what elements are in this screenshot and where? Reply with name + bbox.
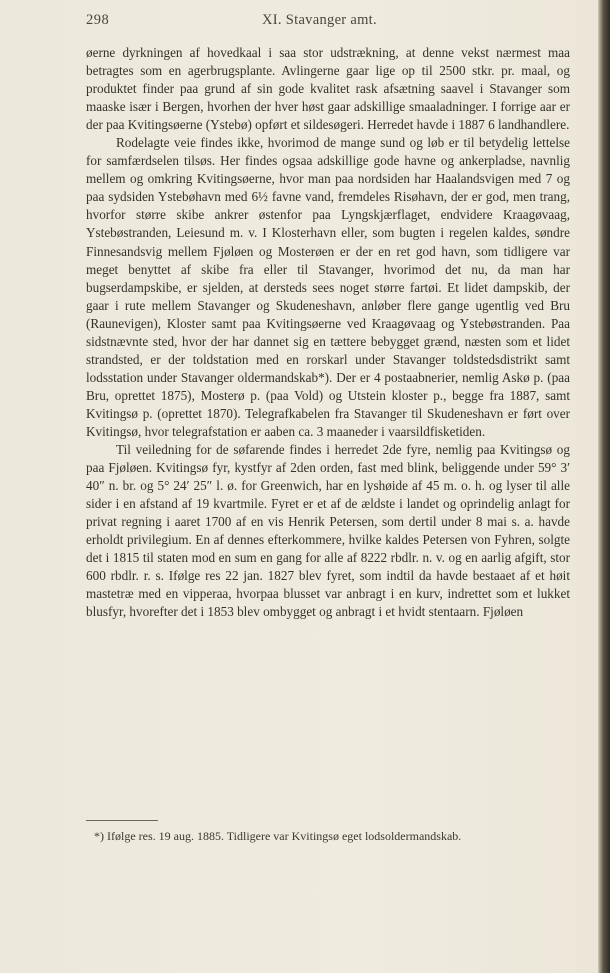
footnote-rule xyxy=(86,820,158,821)
footnote: *) Ifølge res. 19 aug. 1885. Tidligere var Kvitingsø eget lodsoldermandskab. xyxy=(94,829,462,843)
paragraph-harbours: Rodelagte veie findes ikke, hvorimod de mange sund og løb er til betydelig lettelse for samfærdselen tilsøs. Her findes ogsaa adskillige gode havne og ankerpladse, navnlig mellem og omkring Kvitingsøerne, hvor man paa nordsiden har Haalandsvigen med 7 og paa sydsiden Ystebøhavn med 6½ favne vand, fremdeles Risøhavn, der er god, men trang, hvorfor større skibe ankrer østenfor paa Lyngskjærflaget, endvidere Kraagøvaag, Ystebøstranden, Leiesund m. v. I Klosterhavn eller, som bugten i regelen kaldes, søndre Finnesandsvig mellem Fjøløen og Mosterøen er der en ret god havn, som tidligere var meget benyttet af skibe fra eller til Stavanger, hvorimod det nu, da man har bugserdampskibe, er sjelden, at dersteds sees noget større fartøi. Et lidet dampskib, der gaar i rute mellem Stavanger og Skudeneshavn, anløber flere gange ugentlig ved Bru (Raunevigen), Kloster samt paa Kvitingsøerne ved Kraagøvaag og Ystebøstranden. Paa sidstnævnte sted, hvor der har dannet sig en tættere bebygget grænd, næsten som et lidet strandsted, er der toldstation med en rorskarl under Stavanger toldstedsdistrikt samt lodsstation under Stavanger oldermandskab*). Der er 4 postaabnerier, nemlig Askø p. (paa Bru, oprettet 1875), Mosterø p. (paa Vold) og Utstein kloster p., begge fra 1887, samt Kvitingsø p. (oprettet 1870). Telegrafkabelen fra Stavanger til Skudeneshavn er ført over Kvitingsø, hvor telegrafstation er aaben ca. 3 maaneder i vaarsildfisketiden. xyxy=(86,135,570,439)
page-edge-shadow xyxy=(598,0,610,973)
paragraph-lighthouses: Til veiledning for de søfarende findes i herredet 2de fyre, nemlig paa Kvitingsø og paa Fjøløen. Kvitingsø fyr, kystfyr af 2den orden, fast med blink, beliggende under 59° 3′ 40″ n. br. og 5° 24′ 25″ l. ø. for Greenwich, har en lyshøide af 45 m. o. h. og lyser til alle sider i en afstand af 19 kvartmile. Fyret er et af de ældste i landet og oprindelig anlagt for privat regning i aaret 1700 af en vis Henrik Petersen, som dertil under 8 mai s. a. havde erholdt privilegium. En af dennes efterkommere, hvilke kaldes Petersen von Fyhren, solgte det i 1815 til staten mod en sum en gang for alle af 8222 rbdlr. n. v. og en aarlig afgift, stor 600 rbdlr. r. s. Ifølge res 22 jan. 1827 blev fyret, som indtil da havde bestaaet af et høit mastetræ med en vipperaa, hvorpaa blusset var anbragt i en kurv, indrettet som et lukket blusfyr, hvorefter det i 1853 blev ombygget og anbragt i et hvidt stentaarn. Fjøløen xyxy=(86,442,570,620)
page-number: 298 xyxy=(86,12,110,28)
body-text xyxy=(86,44,570,622)
paragraph-agriculture: øerne dyrkningen af hovedkaal i saa stor udstrækning, at denne vekst nærmest maa betragtes som en agerbrugsplante. Avlingerne gaar lige op til 2500 stkr. pr. maal, og produktet finder paa grund af sin gode kvalitet rask afsætning saavel i Stavanger som maaske især i Bergen, hvorhen der hver høst gaar adskillige smaaladninger. I forrige aar er der paa Kvitingsøerne (Ystebø) opført et sildesøgeri. Herredet havde i 1887 6 landhandlere. xyxy=(86,45,570,133)
running-title: XI. Stavanger amt. xyxy=(262,12,377,28)
